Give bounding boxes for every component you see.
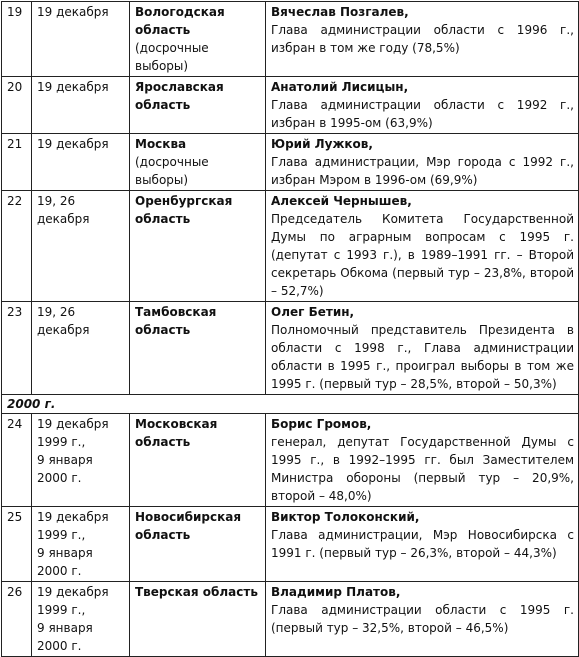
election-date [32, 191, 130, 302]
candidate-description: Глава администрации области с 1992 г., избран в 1995-ом (63,9%) [271, 98, 574, 130]
year-label: 2000 г. [2, 395, 579, 414]
region-name: Оренбургская область [135, 194, 233, 226]
candidate-description: Глава администрации области с 1996 г., избран в том же году (78,5%) [271, 23, 574, 55]
region-cell [130, 414, 266, 507]
elections-table [1, 1, 579, 657]
table-body-2000 [2, 414, 579, 657]
region-cell [130, 582, 266, 657]
candidate-name: Борис Громов, [271, 417, 372, 431]
table-row [2, 191, 579, 302]
region-note: (досрочные выборы) [135, 41, 209, 73]
region-name: Тамбовская область [135, 305, 217, 337]
table-row [2, 2, 579, 77]
date-line: 1999 г., [37, 528, 86, 542]
election-date [32, 414, 130, 507]
candidate-description: Глава администрации, Мэр Новосибирска с 1991 г. (первый тур – 26,3%, второй – 44,3%) [271, 528, 574, 560]
candidate-description: Полномочный представитель Президента в области с 1998 г., Глава администрации области в 1995 г., проиграл выборы в том же 1995 г. (первый тур – 28,5%, второй – 50,3%) [271, 323, 574, 391]
candidate-name: Анатолий Лисицын, [271, 80, 409, 94]
table-body-1999 [2, 2, 579, 395]
candidate-cell [266, 302, 579, 395]
candidate-name: Юрий Лужков, [271, 137, 373, 151]
candidate-name: Виктор Толоконский, [271, 510, 420, 524]
table-row [2, 134, 579, 191]
row-number: 26 [2, 582, 32, 657]
date-line: 1999 г., [37, 435, 86, 449]
candidate-cell [266, 414, 579, 507]
candidate-name: Владимир Платов, [271, 585, 401, 599]
candidate-description: Глава администрации области с 1995 г. (первый тур – 32,5%, второй – 46,5%) [271, 603, 574, 635]
date-line: 2000 г. [37, 564, 82, 578]
date-line: 19 декабря [37, 80, 109, 94]
row-number: 23 [2, 302, 32, 395]
date-line: декабря [37, 212, 90, 226]
date-line: 19 декабря [37, 137, 109, 151]
region-name: Москва [135, 137, 187, 151]
table-row [2, 77, 579, 134]
candidate-name: Вячеслав Позгалев, [271, 5, 409, 19]
date-line: 9 января [37, 621, 93, 635]
region-note: (досрочные выборы) [135, 155, 209, 187]
date-line: 19 декабря [37, 417, 109, 431]
candidate-cell [266, 77, 579, 134]
year-row [2, 395, 579, 414]
row-number: 22 [2, 191, 32, 302]
table-row [2, 302, 579, 395]
election-date [32, 2, 130, 77]
candidate-description: Глава администрации, Мэр города с 1992 г., избран Мэром в 1996-ом (69,9%) [271, 155, 574, 187]
date-line: 19, 26 [37, 305, 76, 319]
row-number: 24 [2, 414, 32, 507]
region-cell [130, 77, 266, 134]
region-cell [130, 302, 266, 395]
region-name: Новосибирская область [135, 510, 242, 542]
date-line: 19 декабря [37, 510, 109, 524]
election-date [32, 507, 130, 582]
candidate-cell [266, 134, 579, 191]
date-line: 19, 26 [37, 194, 76, 208]
region-cell [130, 2, 266, 77]
candidate-name: Алексей Чернышев, [271, 194, 412, 208]
date-line: 19 декабря [37, 585, 109, 599]
region-name: Тверская область [135, 585, 258, 599]
date-line: 9 января [37, 546, 93, 560]
region-cell [130, 507, 266, 582]
election-date [32, 582, 130, 657]
table-row [2, 507, 579, 582]
election-date [32, 302, 130, 395]
candidate-cell [266, 191, 579, 302]
region-cell [130, 134, 266, 191]
candidate-name: Олег Бетин, [271, 305, 355, 319]
year-section [2, 395, 579, 414]
region-cell [130, 191, 266, 302]
date-line: 2000 г. [37, 639, 82, 653]
date-line: 9 января [37, 453, 93, 467]
region-name: Московская область [135, 417, 218, 449]
date-line: 19 декабря [37, 5, 109, 19]
candidate-cell [266, 507, 579, 582]
row-number: 19 [2, 2, 32, 77]
region-name: Вологодская область [135, 5, 225, 37]
date-line: декабря [37, 323, 90, 337]
candidate-cell [266, 2, 579, 77]
table-row [2, 582, 579, 657]
row-number: 20 [2, 77, 32, 134]
candidate-description: Председатель Комитета Государственной Думы по аграрным вопросам с 1995 г. (депутат с 1993 г.), в 1989–1991 гг. – Второй секретарь Обкома (первый тур – 23,8%, второй – 52,7%) [271, 212, 574, 298]
row-number: 21 [2, 134, 32, 191]
candidate-cell [266, 582, 579, 657]
table-row [2, 414, 579, 507]
row-number: 25 [2, 507, 32, 582]
date-line: 1999 г., [37, 603, 86, 617]
election-date [32, 134, 130, 191]
election-date [32, 77, 130, 134]
region-name: Ярославская область [135, 80, 224, 112]
date-line: 2000 г. [37, 471, 82, 485]
candidate-description: генерал, депутат Государственной Думы с 1995 г., в 1992–1995 гг. был Заместителем Министра обороны (первый тур – 20,9%, второй – 48,0%) [271, 435, 574, 503]
